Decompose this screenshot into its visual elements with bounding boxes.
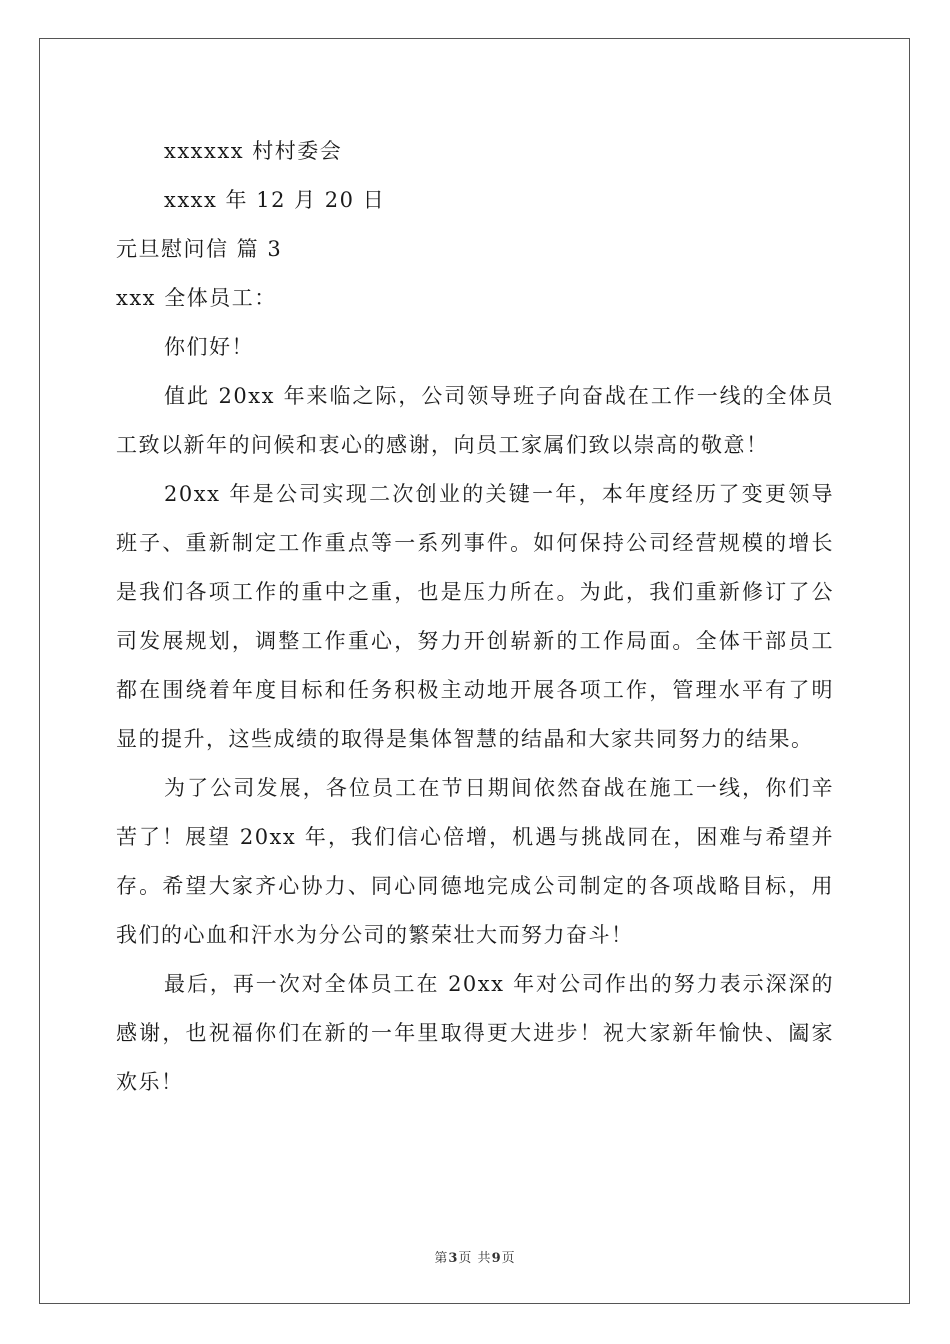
signature-date: xxxx 年 12 月 20 日: [164, 188, 386, 212]
paragraph-outlook: 为了公司发展，各位员工在节日期间依然奋战在施工一线，你们辛苦了！展望 20xx 年，我们信心倍增，机遇与挑战同在，困难与希望并存。希望大家齐心协力、同心同德地完成公司制定的各项战略目标，用我们的心血和汗水为分公司的繁荣壮大而努力奋斗！: [116, 776, 834, 947]
footer-mid: 页 共: [458, 1251, 492, 1266]
footer-total-pages: 9: [491, 1251, 502, 1266]
paragraph-year-review: 20xx 年是公司实现二次创业的关键一年，本年度经历了变更领导班子、重新制定工作重点等一系列事件。如何保持公司经营规模的增长是我们各项工作的重中之重，也是压力所在。为此，我们重新修订了公司发展规划，调整工作重心，努力开创崭新的工作局面。全体干部员工都在围绕着年度目标和任务积极主动地开展各项工作，管理水平有了明显的提升，这些成绩的取得是集体智慧的结晶和大家共同努力的结果。: [116, 482, 834, 751]
document-body: [116, 127, 834, 1107]
greeting: 你们好！: [164, 335, 254, 359]
footer-prefix: 第: [434, 1251, 449, 1266]
paragraph-new-year-greetings: 值此 20xx 年来临之际，公司领导班子向奋战在工作一线的全体员工致以新年的问候和衷心的感谢，向员工家属们致以崇高的敬意！: [116, 384, 834, 457]
footer-current-page: 3: [448, 1251, 459, 1266]
footer-suffix: 页: [501, 1251, 516, 1266]
signature-organization: xxxxxx 村村委会: [164, 139, 343, 163]
page-number-footer: [0, 1247, 950, 1266]
section-title: 元旦慰问信 篇 3: [116, 237, 283, 261]
salutation: xxx 全体员工：: [116, 286, 277, 310]
paragraph-closing: 最后，再一次对全体员工在 20xx 年对公司作出的努力表示深深的感谢，也祝福你们在新的一年里取得更大进步！祝大家新年愉快、阖家欢乐！: [116, 972, 834, 1094]
